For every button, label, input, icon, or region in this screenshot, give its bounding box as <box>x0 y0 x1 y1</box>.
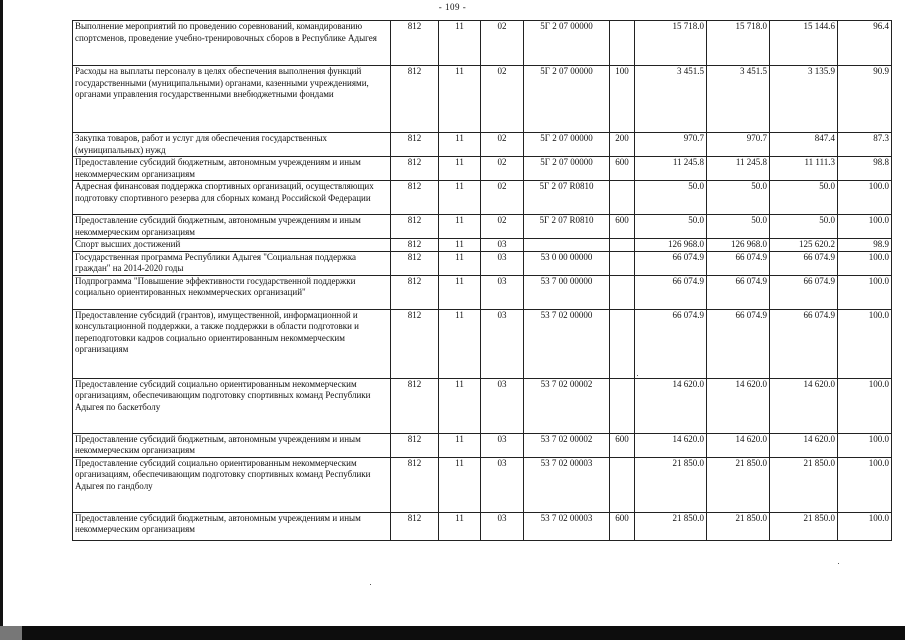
refined-amount: 11 245.8 <box>707 157 770 181</box>
section-code: 11 <box>439 133 481 157</box>
subsection-code: 03 <box>481 251 524 275</box>
table-row <box>73 21 892 66</box>
expense-type-code: 100 <box>610 66 635 133</box>
plan-amount: 66 074.9 <box>635 251 707 275</box>
target-article-code: 5Г 2 07 00000 <box>524 133 610 157</box>
section-code: 11 <box>439 309 481 378</box>
row-name: Закупка товаров, работ и услуг для обеспечения государственных (муниципальных) нужд <box>73 133 391 157</box>
subsection-code: 03 <box>481 512 524 540</box>
section-code: 11 <box>439 251 481 275</box>
scan-speck <box>637 375 638 376</box>
section-code: 11 <box>439 275 481 309</box>
refined-amount: 126 968.0 <box>707 239 770 252</box>
plan-amount: 11 245.8 <box>635 157 707 181</box>
executed-amount: 66 074.9 <box>770 251 838 275</box>
execution-percent: 100.0 <box>838 275 892 309</box>
executed-amount: 50.0 <box>770 215 838 239</box>
subsection-code: 02 <box>481 66 524 133</box>
section-code: 11 <box>439 66 481 133</box>
refined-amount: 21 850.0 <box>707 512 770 540</box>
section-code: 11 <box>439 433 481 457</box>
ministry-code: 812 <box>391 275 439 309</box>
row-name: Предоставление субсидий социально ориентированным некоммерческим организациям, обеспечивающим подготовку спортивных команд Республики Адыгея по гандболу <box>73 457 391 512</box>
execution-percent: 100.0 <box>838 181 892 215</box>
subsection-code: 03 <box>481 309 524 378</box>
refined-amount: 21 850.0 <box>707 457 770 512</box>
table-row <box>73 309 892 378</box>
target-article-code: 5Г 2 07 00000 <box>524 21 610 66</box>
refined-amount: 66 074.9 <box>707 275 770 309</box>
subsection-code: 03 <box>481 457 524 512</box>
executed-amount: 3 135.9 <box>770 66 838 133</box>
plan-amount: 50.0 <box>635 215 707 239</box>
subsection-code: 03 <box>481 378 524 433</box>
plan-amount: 3 451.5 <box>635 66 707 133</box>
plan-amount: 21 850.0 <box>635 512 707 540</box>
row-name: Предоставление субсидий социально ориентированным некоммерческим организациям, обеспечивающим подготовку спортивных команд Республики Адыгея по баскетболу <box>73 378 391 433</box>
ministry-code: 812 <box>391 215 439 239</box>
row-name: Спорт высших достижений <box>73 239 391 252</box>
expense-type-code: 600 <box>610 215 635 239</box>
executed-amount: 847.4 <box>770 133 838 157</box>
table-row <box>73 275 892 309</box>
row-name: Предоставление субсидий (грантов), имущественной, информационной и консультационной поддержки, а также поддержки в области подготовки и переподготовки кадров социально ориентированным некоммерческим организациям <box>73 309 391 378</box>
ministry-code: 812 <box>391 66 439 133</box>
ministry-code: 812 <box>391 251 439 275</box>
executed-amount: 21 850.0 <box>770 512 838 540</box>
plan-amount: 66 074.9 <box>635 275 707 309</box>
table-row <box>73 181 892 215</box>
refined-amount: 66 074.9 <box>707 309 770 378</box>
row-name: Предоставление субсидий бюджетным, автономным учреждениям и иным некоммерческим организациям <box>73 215 391 239</box>
target-article-code <box>524 239 610 252</box>
section-code: 11 <box>439 21 481 66</box>
execution-percent: 98.9 <box>838 239 892 252</box>
expense-type-code <box>610 239 635 252</box>
refined-amount: 14 620.0 <box>707 378 770 433</box>
section-code: 11 <box>439 215 481 239</box>
section-code: 11 <box>439 181 481 215</box>
expense-type-code: 600 <box>610 512 635 540</box>
section-code: 11 <box>439 157 481 181</box>
execution-percent: 90.9 <box>838 66 892 133</box>
execution-percent: 100.0 <box>838 512 892 540</box>
expense-type-code <box>610 457 635 512</box>
row-name: Государственная программа Республики Адыгея "Социальная поддержка граждан" на 2014-2020 годы <box>73 251 391 275</box>
refined-amount: 15 718.0 <box>707 21 770 66</box>
row-name: Подпрограмма "Повышение эффективности государственной поддержки социально ориентированных некоммерческих организаций" <box>73 275 391 309</box>
section-code: 11 <box>439 457 481 512</box>
ministry-code: 812 <box>391 133 439 157</box>
table-row <box>73 215 892 239</box>
table-row <box>73 378 892 433</box>
target-article-code: 5Г 2 07 R0810 <box>524 181 610 215</box>
table-row <box>73 239 892 252</box>
subsection-code: 02 <box>481 215 524 239</box>
subsection-code: 02 <box>481 133 524 157</box>
subsection-code: 03 <box>481 275 524 309</box>
executed-amount: 14 620.0 <box>770 433 838 457</box>
table-row <box>73 157 892 181</box>
executed-amount: 66 074.9 <box>770 275 838 309</box>
ministry-code: 812 <box>391 457 439 512</box>
table-row <box>73 433 892 457</box>
execution-percent: 100.0 <box>838 457 892 512</box>
executed-amount: 11 111.3 <box>770 157 838 181</box>
execution-percent: 87.3 <box>838 133 892 157</box>
executed-amount: 15 144.6 <box>770 21 838 66</box>
executed-amount: 66 074.9 <box>770 309 838 378</box>
target-article-code: 53 7 02 00002 <box>524 433 610 457</box>
plan-amount: 66 074.9 <box>635 309 707 378</box>
row-name: Предоставление субсидий бюджетным, автономным учреждениям и иным некоммерческим организациям <box>73 157 391 181</box>
expense-type-code <box>610 309 635 378</box>
expense-type-code: 200 <box>610 133 635 157</box>
table-row <box>73 457 892 512</box>
expense-type-code <box>610 21 635 66</box>
ministry-code: 812 <box>391 239 439 252</box>
executed-amount: 50.0 <box>770 181 838 215</box>
scan-speck <box>370 584 371 585</box>
ministry-code: 812 <box>391 21 439 66</box>
plan-amount: 50.0 <box>635 181 707 215</box>
execution-percent: 100.0 <box>838 215 892 239</box>
ministry-code: 812 <box>391 181 439 215</box>
executed-amount: 21 850.0 <box>770 457 838 512</box>
table-row <box>73 133 892 157</box>
page-number: - 109 - <box>438 2 467 12</box>
refined-amount: 3 451.5 <box>707 66 770 133</box>
scan-bottom-edge-corner <box>0 626 22 640</box>
subsection-code: 03 <box>481 433 524 457</box>
plan-amount: 970.7 <box>635 133 707 157</box>
executed-amount: 14 620.0 <box>770 378 838 433</box>
target-article-code: 5Г 2 07 00000 <box>524 157 610 181</box>
execution-percent: 96.4 <box>838 21 892 66</box>
expense-type-code <box>610 275 635 309</box>
target-article-code: 5Г 2 07 00000 <box>524 66 610 133</box>
row-name: Предоставление субсидий бюджетным, автономным учреждениям и иным некоммерческим организациям <box>73 433 391 457</box>
plan-amount: 14 620.0 <box>635 378 707 433</box>
refined-amount: 970.7 <box>707 133 770 157</box>
row-name: Предоставление субсидий бюджетным, автономным учреждениям и иным некоммерческим организациям <box>73 512 391 540</box>
plan-amount: 14 620.0 <box>635 433 707 457</box>
scan-left-edge <box>0 0 3 640</box>
ministry-code: 812 <box>391 512 439 540</box>
row-name: Адресная финансовая поддержка спортивных организаций, осуществляющих подготовку спортивного резерва для сборных команд Российской Федерации <box>73 181 391 215</box>
refined-amount: 50.0 <box>707 215 770 239</box>
ministry-code: 812 <box>391 433 439 457</box>
section-code: 11 <box>439 378 481 433</box>
table-row <box>73 251 892 275</box>
row-name: Выполнение мероприятий по проведению соревнований, командированию спортсменов, проведение учебно-тренировочных сборов в Республике Адыгея <box>73 21 391 66</box>
plan-amount: 21 850.0 <box>635 457 707 512</box>
refined-amount: 50.0 <box>707 181 770 215</box>
target-article-code: 53 0 00 00000 <box>524 251 610 275</box>
row-name: Расходы на выплаты персоналу в целях обеспечения выполнения функций государственными (муниципальными) органами, казенными учреждениями, органами управления государственными внебюджетными фондами <box>73 66 391 133</box>
refined-amount: 66 074.9 <box>707 251 770 275</box>
ministry-code: 812 <box>391 309 439 378</box>
budget-table <box>72 20 892 541</box>
target-article-code: 53 7 00 00000 <box>524 275 610 309</box>
target-article-code: 53 7 02 00000 <box>524 309 610 378</box>
execution-percent: 100.0 <box>838 433 892 457</box>
refined-amount: 14 620.0 <box>707 433 770 457</box>
subsection-code: 02 <box>481 21 524 66</box>
scan-bottom-edge <box>0 626 905 640</box>
target-article-code: 53 7 02 00002 <box>524 378 610 433</box>
section-code: 11 <box>439 239 481 252</box>
scan-speck <box>838 563 839 564</box>
plan-amount: 126 968.0 <box>635 239 707 252</box>
plan-amount: 15 718.0 <box>635 21 707 66</box>
section-code: 11 <box>439 512 481 540</box>
target-article-code: 53 7 02 00003 <box>524 457 610 512</box>
table-row <box>73 512 892 540</box>
target-article-code: 5Г 2 07 R0810 <box>524 215 610 239</box>
subsection-code: 02 <box>481 181 524 215</box>
expense-type-code <box>610 251 635 275</box>
table-row <box>73 66 892 133</box>
target-article-code: 53 7 02 00003 <box>524 512 610 540</box>
ministry-code: 812 <box>391 157 439 181</box>
execution-percent: 98.8 <box>838 157 892 181</box>
subsection-code: 02 <box>481 157 524 181</box>
expense-type-code <box>610 181 635 215</box>
ministry-code: 812 <box>391 378 439 433</box>
expense-type-code: 600 <box>610 433 635 457</box>
expense-type-code: 600 <box>610 157 635 181</box>
executed-amount: 125 620.2 <box>770 239 838 252</box>
execution-percent: 100.0 <box>838 251 892 275</box>
subsection-code: 03 <box>481 239 524 252</box>
budget-table-body <box>73 21 892 541</box>
expense-type-code <box>610 378 635 433</box>
execution-percent: 100.0 <box>838 309 892 378</box>
execution-percent: 100.0 <box>838 378 892 433</box>
